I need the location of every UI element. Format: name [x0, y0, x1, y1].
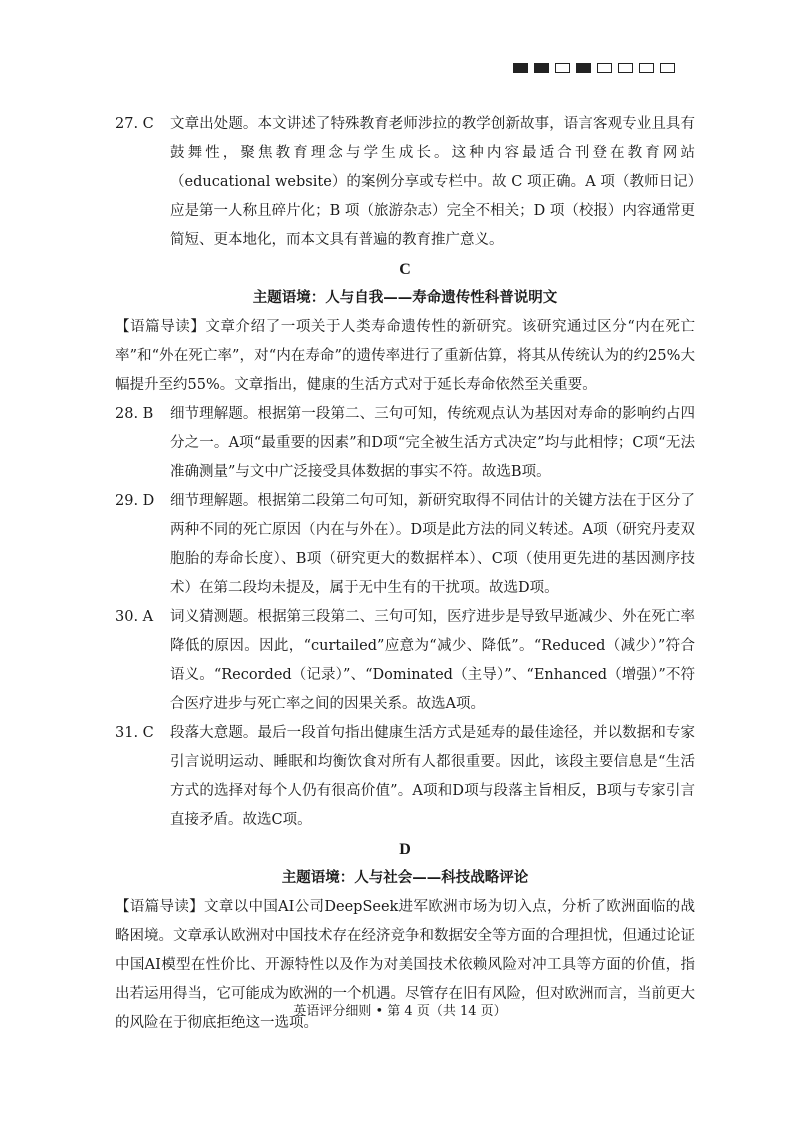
answer-explanation: 文章出处题。本文讲述了特殊教育老师涉拉的教学创新故事，语言客观专业且具有鼓舞性，聚焦教育理念与学生成长。这种内容最适合刊登在教育网站（educational website）的案例分享或专栏中。故 C 项正确。A 项（教师日记）应是第一人称且碎片化；B 项（旅游杂志）完全不相关；D 项（校报）内容通常更简短、更本地化，而本文具有普遍的教育推广意义。: [170, 116, 695, 248]
section-letter: C: [399, 261, 411, 278]
answer-explanation: 细节理解题。根据第二段第二句可知，新研究取得不同估计的关键方法在于区分了两种不同的死亡原因（内在与外在）。D项是此方法的同义转述。A项（研究丹麦双胞胎的寿命长度）、B项（研究更大的数据样本）、C项（使用更先进的基因测序技术）在第二段均未提及，属于无中生有的干扰项。故选D项。: [170, 493, 695, 596]
page-progress-boxes: [513, 63, 675, 73]
section-title: 主题语境：人与社会——科技战略评论: [281, 869, 529, 886]
answer-explanation: 段落大意题。最后一段首句指出健康生活方式是延寿的最佳途径，并以数据和专家引言说明运动、睡眠和均衡饮食对所有人都很重要。因此，该段主要信息是“生活方式的选择对每个人仍有很高价值”。A项和D项与段落主旨相反，B项与专家引言直接矛盾。故选C项。: [170, 725, 695, 828]
page-content: [115, 110, 695, 1038]
answer-number: 30. A: [115, 609, 154, 625]
progress-box: [513, 63, 528, 73]
reading-guide-text: 文章介绍了一项关于人类寿命遗传性的新研究。该研究通过区分“内在死亡率”和“外在死亡率”，对“内在寿命”的遗传率进行了重新估算，将其从传统认为的约25%大幅提升至约55%。文章指出，健康的生活方式对于延长寿命依然至关重要。: [115, 319, 696, 393]
answer-item: [115, 110, 695, 255]
reading-guide: [115, 313, 695, 400]
answer-number: 27. C: [115, 116, 154, 132]
answer-item: [115, 603, 695, 719]
progress-box: [576, 63, 591, 73]
answer-number: 29. D: [115, 493, 155, 509]
answer-item: [115, 487, 695, 603]
reading-guide-tag: 【语篇导读】: [115, 899, 205, 915]
progress-box: [639, 63, 654, 73]
answer-explanation: 细节理解题。根据第一段第二、三句可知，传统观点认为基因对寿命的影响约占四分之一。A项“最重要的因素”和D项“完全被生活方式决定”均与此相悖；C项“无法准确测量”与文中广泛接受具体数据的事实不符。故选B项。: [170, 406, 695, 480]
page-footer: 英语评分细则 • 第 4 页（共 14 页）: [293, 1004, 507, 1019]
progress-box: [555, 63, 570, 73]
reading-guide-text: 文章以中国AI公司DeepSeek进军欧洲市场为切入点，分析了欧洲面临的战略困境。文章承认欧洲对中国技术存在经济竞争和数据安全等方面的合理担忧，但通过论证中国AI模型在性价比、开源特性以及作为对美国技术依赖风险对冲工具等方面的价值，指出若运用得当，它可能成为欧洲的一个机遇。尽管存在旧有风险，但对欧洲而言，当前更大的风险在于彻底拒绝这一选项。: [115, 899, 696, 1031]
progress-box: [618, 63, 633, 73]
answer-number: 28. B: [115, 406, 154, 422]
section-letter: D: [399, 841, 411, 858]
progress-box: [534, 63, 549, 73]
progress-box: [597, 63, 612, 73]
answer-explanation: 词义猜测题。根据第三段第二、三句可知，医疗进步是导致早逝减少、外在死亡率降低的原因。因此，“curtailed”应意为“减少、降低”。“Reduced（减少）”符合语义。“Recorded（记录）”、“Dominated（主导）”、“Enhanced（增强）”不符合医疗进步与死亡率之间的因果关系。故选A项。: [170, 609, 695, 712]
reading-guide-tag: 【语篇导读】: [115, 319, 206, 335]
answer-item: [115, 400, 695, 487]
section-title: 主题语境：人与自我——寿命遗传性科普说明文: [252, 289, 558, 306]
answer-number: 31. C: [115, 725, 154, 741]
progress-box: [660, 63, 675, 73]
answer-item: [115, 719, 695, 835]
